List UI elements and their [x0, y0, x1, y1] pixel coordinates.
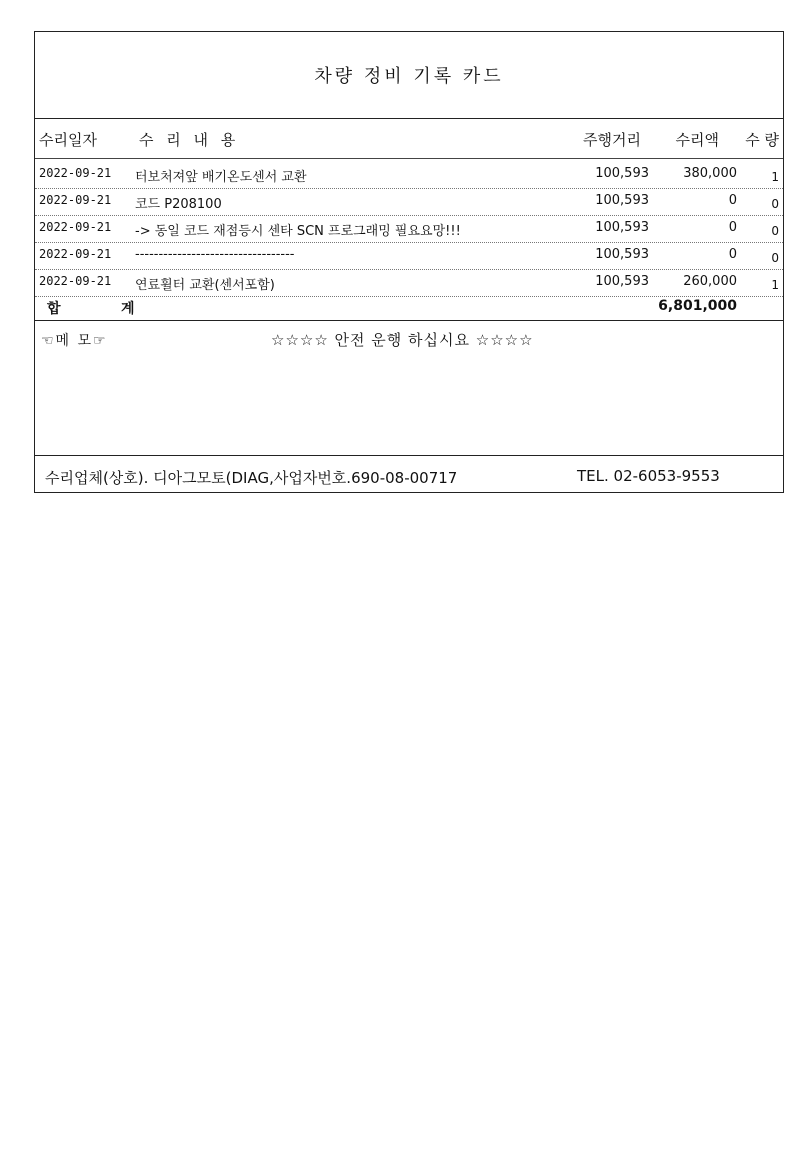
row-quantity: 0: [771, 224, 779, 238]
row-description: ----------------------------------: [135, 247, 295, 262]
row-description: 코드 P208100: [135, 197, 222, 212]
memo-label: ☜메 모☞: [41, 333, 108, 349]
row-description: 연료휠터 교환(센서포함): [135, 278, 275, 293]
row-amount: 0: [728, 193, 737, 208]
row-quantity: 1: [771, 278, 779, 292]
memo-text: ☆☆☆☆ 안전 운행 하십시요 ☆☆☆☆: [271, 331, 534, 349]
row-distance: 100,593: [595, 247, 649, 262]
row-distance: 100,593: [595, 220, 649, 235]
row-date: 2022-09-21: [39, 166, 112, 180]
row-amount: 0: [728, 220, 737, 235]
total-label-2: 계: [121, 301, 135, 317]
table-row: [35, 216, 783, 243]
table-row: [35, 189, 783, 216]
table-header: [35, 118, 783, 159]
row-quantity: 1: [771, 170, 779, 184]
maintenance-record-card: [34, 31, 784, 493]
row-date: 2022-09-21: [39, 274, 112, 288]
row-description: -> 동일 코드 재점등시 센타 SCN 프로그래밍 필요요망!!!: [135, 224, 461, 239]
total-label-1: 합: [47, 301, 61, 317]
row-amount: 260,000: [683, 274, 737, 289]
record-rows: [35, 162, 783, 297]
row-distance: 100,593: [595, 166, 649, 181]
footer: [35, 455, 783, 494]
total-row: [35, 292, 783, 321]
card-title: 차량 정비 기록 카드: [314, 66, 504, 87]
header-quantity: 수 량: [745, 131, 779, 149]
row-description: 터보처져앞 배기온도센서 교환: [135, 170, 307, 185]
header-distance: 주행거리: [583, 131, 641, 149]
shop-tel: TEL. 02-6053-9553: [577, 467, 720, 485]
row-distance: 100,593: [595, 274, 649, 289]
header-description: 수 리 내 용: [139, 131, 240, 149]
row-date: 2022-09-21: [39, 193, 112, 207]
row-distance: 100,593: [595, 193, 649, 208]
table-row: [35, 243, 783, 270]
header-date: 수리일자: [39, 131, 97, 149]
shop-info: 수리업체(상호). 디아그모토(DIAG,사업자번호.690-08-00717: [45, 469, 458, 487]
header-amount: 수리액: [675, 131, 719, 149]
total-amount: 6,801,000: [658, 298, 737, 314]
row-amount: 380,000: [683, 166, 737, 181]
row-date: 2022-09-21: [39, 247, 112, 261]
memo-section: [35, 320, 783, 456]
row-quantity: 0: [771, 197, 779, 211]
row-date: 2022-09-21: [39, 220, 112, 234]
row-amount: 0: [728, 247, 737, 262]
card-title-section: [35, 32, 783, 119]
row-quantity: 0: [771, 251, 779, 265]
table-row: [35, 162, 783, 189]
